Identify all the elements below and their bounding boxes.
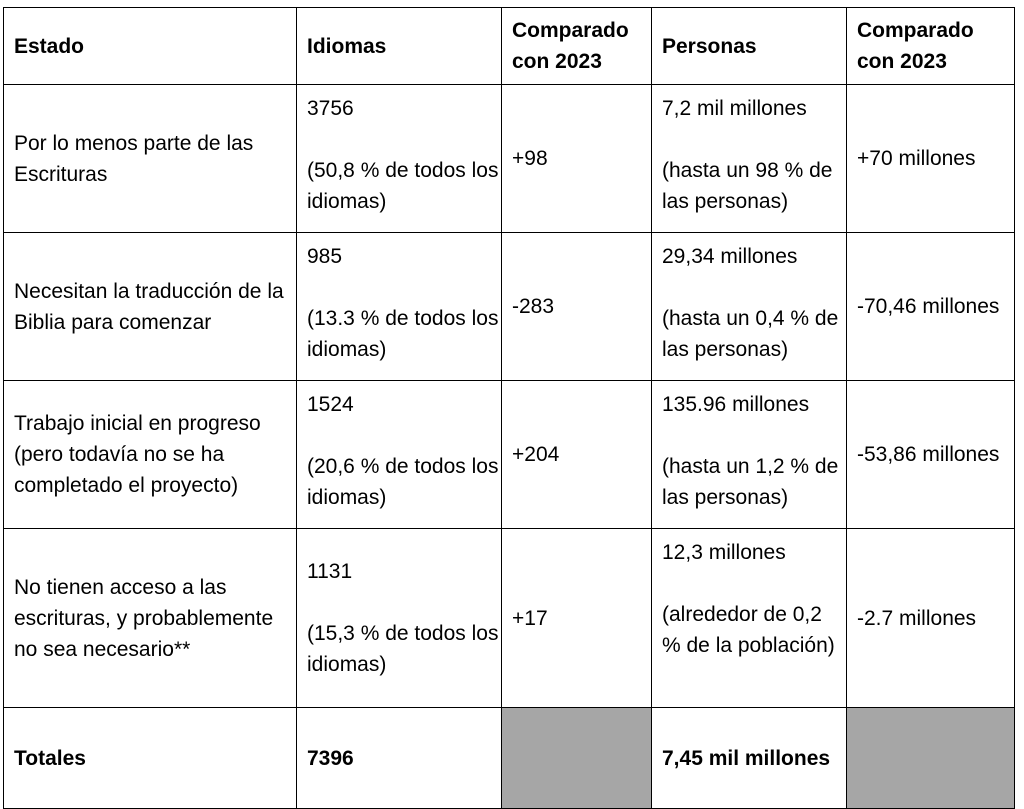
- comparado-personas-cell: -2.7 millones: [847, 529, 1015, 708]
- totals-shaded-cell: [502, 708, 652, 809]
- personas-cell: [652, 529, 847, 708]
- personas-value: 12,3 millones: [662, 541, 786, 564]
- personas-cell: [652, 381, 847, 529]
- languages-status-table: [3, 7, 1015, 809]
- idiomas-value: 3756: [307, 97, 354, 120]
- estado-cell: Necesitan la traducción de la Biblia para comenzar: [4, 233, 297, 381]
- estado-cell: Trabajo inicial en progreso (pero todavía no se ha completado el proyecto): [4, 381, 297, 529]
- personas-cell: [652, 85, 847, 233]
- idiomas-note: (13.3 % de todos los idiomas): [307, 307, 499, 361]
- personas-note: (hasta un 1,2 % de las personas): [662, 455, 839, 509]
- idiomas-cell: [297, 233, 502, 381]
- personas-note: (hasta un 0,4 % de las personas): [662, 307, 839, 361]
- idiomas-note: (20,6 % de todos los idiomas): [307, 455, 499, 509]
- personas-cell: [652, 233, 847, 381]
- idiomas-note: (15,3 % de todos los idiomas): [307, 622, 499, 676]
- personas-note: (hasta un 98 % de las personas): [662, 159, 833, 213]
- idiomas-cell: [297, 85, 502, 233]
- personas-value: 135.96 millones: [662, 393, 810, 416]
- comparado-idiomas-cell: +98: [502, 85, 652, 233]
- table-row: [4, 233, 1015, 381]
- totals-label: Totales: [4, 708, 297, 809]
- comparado-personas-cell: +70 millones: [847, 85, 1015, 233]
- table-header-row: [4, 8, 1015, 85]
- comparado-idiomas-cell: +17: [502, 529, 652, 708]
- idiomas-value: 1524: [307, 393, 354, 416]
- idiomas-note: (50,8 % de todos los idiomas): [307, 159, 499, 213]
- idiomas-value: 1131: [307, 560, 353, 583]
- personas-note: (alrededor de 0,2 % de la población): [662, 603, 835, 657]
- header-estado: Estado: [4, 8, 297, 85]
- idiomas-cell: [297, 529, 502, 708]
- totals-shaded-cell: [847, 708, 1015, 809]
- header-comparado-personas: Comparado con 2023: [847, 8, 1015, 85]
- comparado-idiomas-cell: +204: [502, 381, 652, 529]
- header-idiomas: Idiomas: [297, 8, 502, 85]
- estado-cell: No tienen acceso a las escrituras, y probablemente no sea necesario**: [4, 529, 297, 708]
- table-row: [4, 381, 1015, 529]
- idiomas-cell: [297, 381, 502, 529]
- totals-row: [4, 708, 1015, 809]
- estado-cell: Por lo menos parte de las Escrituras: [4, 85, 297, 233]
- idiomas-value: 985: [307, 245, 343, 268]
- totals-idiomas: 7396: [297, 708, 502, 809]
- totals-personas: 7,45 mil millones: [652, 708, 847, 809]
- comparado-personas-cell: -70,46 millones: [847, 233, 1015, 381]
- comparado-idiomas-cell: -283: [502, 233, 652, 381]
- header-comparado-idiomas: Comparado con 2023: [502, 8, 652, 85]
- personas-value: 7,2 mil millones: [662, 97, 807, 120]
- comparado-personas-cell: -53,86 millones: [847, 381, 1015, 529]
- header-personas: Personas: [652, 8, 847, 85]
- table-row: [4, 85, 1015, 233]
- personas-value: 29,34 millones: [662, 245, 798, 268]
- table-row: [4, 529, 1015, 708]
